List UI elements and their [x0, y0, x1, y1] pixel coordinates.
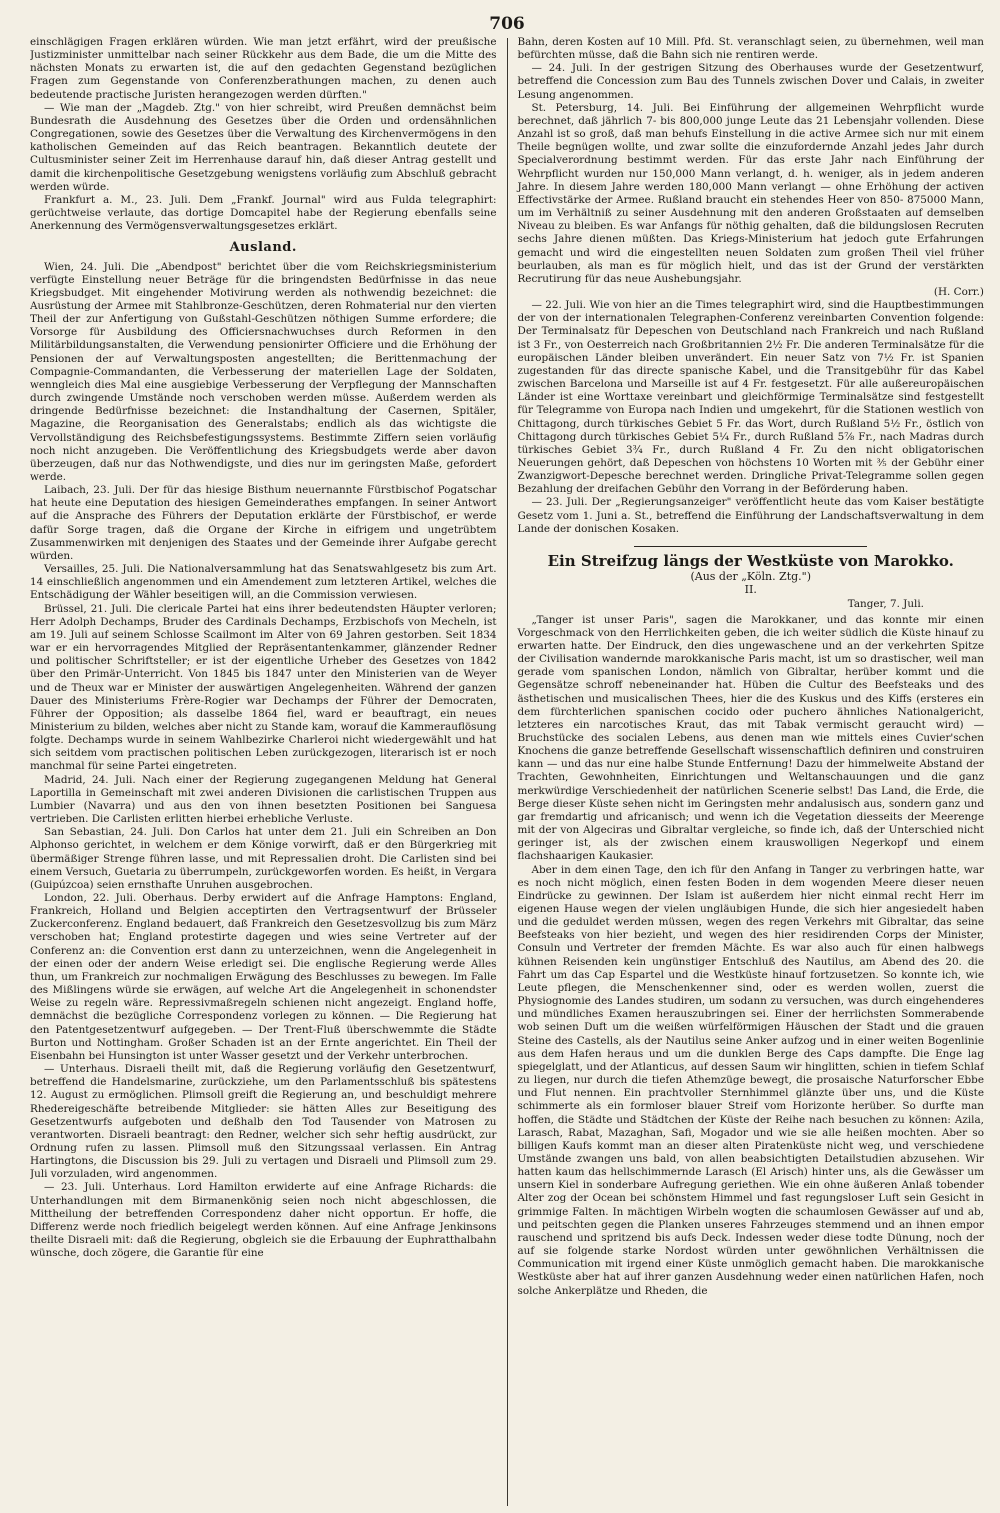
- article-paragraph: Laibach, 23. Juli. Der für das hiesige Bisthum neuernannte Fürstbischof Pogatschar hat heute eine Deputation des hiesigen Gemeinderathes empfangen. In seiner Antwort auf die Ansprache des Führers der Deputation erklärte der Fürstbischof, er werde dafür Sorge tragen, daß die Organe der Kirche in eifrigem und ungetrübtem Zusammenwirken mit denjenigen des Staates und der Gemeinde ihrer Aufgabe gerecht würden.: [30, 484, 497, 562]
- article-paragraph: einschlägigen Fragen erklären würden. Wie man jetzt erfährt, wird der preußische Justizminister unmittelbar nach seiner Rückkehr aus dem Bade, die um die Mitte des nächsten Monats zu erwarten ist, die auf den gedachten Gegenstand bezüglichen Fragen zum Gegenstande von Conferenzberathungen machen, zu denen auch bedeutende practische Juristen herangezogen werden dürften.": [30, 36, 497, 101]
- article-paragraph: — 23. Juli. Unterhaus. Lord Hamilton erwiderte auf eine Anfrage Richards: die Unterhandlungen mit dem Birmanenkönig seien noch nicht abgeschlossen, die Mittheilung der betreffenden Correspondenz daher nicht opportun. Er hoffe, die Differenz werde noch friedlich beigelegt werden können. Auf eine Anfrage Jenkinsons theilte Disraeli mit: daß die Regierung, obgleich sie die Erbauung der Euphratthalbahn wünsche, doch zögere, die Garantie für eine: [30, 1181, 497, 1260]
- article-paragraph: — Wie man der „Magdeb. Ztg." von hier schreibt, wird Preußen demnächst beim Bundesrath die Ausdehnung des Gesetzes über die Orden und ordensähnlichen Congregationen, sowie des Gesetzes über die Verwaltung des Kirchenvermögens in den katholischen Gemeinden auf das Reich beantragen. Bekanntlich deutete der Cultusminister seiner Zeit im Herrenhause darauf hin, daß dieser Antrag gestellt und damit die kirchenpolitische Gesetzgebung wenigstens vorläufig zum Abschluß gebracht werden würde.: [30, 101, 497, 193]
- article-paragraph: — 23. Juli. Der „Regierungsanzeiger" veröffentlicht heute das vom Kaiser bestätigte Gesetz vom 1. Juni a. St., betreffend die Einführung der Landschaftsverwaltung in dem Lande der donischen Kosaken.: [517, 496, 984, 535]
- feuilleton-title: Ein Streifzug längs der Westküste von Marokko.: [547, 551, 954, 570]
- columns: [30, 36, 984, 1506]
- article-paragraph: — Unterhaus. Disraeli theilt mit, daß die Regierung vorläufig den Gesetzentwurf, betreffend die Handelsmarine, zurückziehe, um den Parlamentsschluß bis spätestens 12. August zu ermöglichen. Plimsoll greift die Regierung an, und beschuldigt mehrere Rhedereigeschäfte betreibende Mitglieder: sie hätten Alles zur Beseitigung des Gesetzentwurfs aufgeboten und deßhalb den Tod Tausender von Matrosen zu verantworten. Disraeli beantragt: den Redner, welcher sich sehr heftig ausdrückt, zur Ordnung rufen zu lassen. Plimsoll muß den Sitzungssaal verlassen. Ein Antrag Hartingtons, die Discussion bis 29. Juli zu vertagen und Disraeli und Plimsoll zum 29. Juli vorzuladen, wird angenommen.: [30, 1063, 497, 1181]
- page-number: 706: [489, 14, 525, 34]
- right-column: [507, 36, 984, 1506]
- feuilleton-source: (Aus der „Köln. Ztg."): [690, 570, 812, 584]
- left-column: [30, 36, 507, 1506]
- article-paragraph: Wien, 24. Juli. Die „Abendpost" berichtet über die vom Reichskriegsministerium verfügte Einstellung neuer Beträge für die bringendsten Bedürfnisse in das neue Kriegsbudget. Mit eingehender Motivirung werden als nothwendig bezeichnet: die Ausrüstung der Armee mit Stahlbronze-Geschützen, deren Rohmaterial nur den vierten Theil der zur Anfertigung von Gußstahl-Geschützen nöthigen Summe erfordere; die Vorsorge für Ausbildung des Officiersnachwuchses durch Reformen in den Militärbildungsanstalten, die Verwendung pensionirter Officiere und die Erhöhung der Pensionen der auf Verwaltungsposten angestellten; die Berittenmachung der Compagnie-Commandanten, die Verbesserung der materiellen Lage der Soldaten, wenngleich dies Mal eine ausgiebige Verbesserung der Verpflegung der Mannschaften durch zwingende Umstände noch verschoben werden müsse. Außerdem werden als dringende Bedürfnisse bezeichnet: die Instandhaltung der Casernen, Spitäler, Magazine, die Reorganisation des Generalstabs; endlich als das wichtigste die Vervollständigung des Reichsbefestigungssystems. Bestimmte Ziffern seien vorläufig noch nicht anzugeben. Die Veröffentlichung des Kriegsbudgets werde aber davon überzeugen, daß nur das Nothwendigste, und dies nur im geringsten Maße, gefordert werde.: [30, 260, 497, 483]
- article-paragraph: Brüssel, 21. Juli. Die clericale Partei hat eins ihrer bedeutendsten Häupter verloren; Herr Adolph Dechamps, Bruder des Cardinals Dechamps, Erzbischofs von Mecheln, ist am 19. Juli auf seinem Schlosse Scailmont im Alter von 69 Jahren gestorben. Seit 1834 war er ein hervorragendes Mitglied der Repräsentantenkammer, glänzender Redner und politischer Schriftsteller; er ist der eigentliche Urheber des Gesetzes von 1842 über den Primär-Unterricht. Von 1845 bis 1847 unter den Ministerien van de Weyer und de Theux war er Minister der auswärtigen Angelegenheiten. Während der ganzen Dauer des Ministeriums Frère-Rogier war Dechamps der Führer der Democraten, Führer der Opposition; als dasselbe 1864 fiel, ward er beauftragt, ein neues Ministerium zu bilden, welches aber nicht zu Stande kam, worauf die Kammerauflösung folgte. Dechamps wurde in seinem Wahlbezirke Charleroi nicht wiedergewählt und hat sich seitdem vom practischen politischen Leben zurückgezogen, literarisch ist er noch manchmal für seine Partei eingetreten.: [30, 602, 497, 773]
- feuilleton-part: II.: [744, 583, 757, 597]
- feuilleton-dateline: Tanger, 7. Juli.: [847, 598, 924, 611]
- section-heading-ausland: Ausland.: [229, 240, 297, 256]
- article-paragraph: St. Petersburg, 14. Juli. Bei Einführung der allgemeinen Wehrpflicht wurde berechnet, daß jährlich 7- bis 800,000 junge Leute das 21 Lebensjahr vollenden. Diese Anzahl ist so groß, daß man behufs Einstellung in die active Armee sich nur mit einem Theile begnügen wollte, und zwar sollte die einzufordernde Anzahl jedes Jahr durch Specialverordnung bestimmt werden. Für das erste Jahr nach Einführung der Wehrpflicht wurden nur 150,000 Mann verlangt, d. h. weniger, als in jedem anderen Jahre. In diesem Jahre werden 180,000 Mann verlangt — ohne Erhöhung der activen Effectivstärke der Armee. Rußland braucht ein stehendes Heer von 850- 875000 Mann, um im Verhältniß zu seiner Ausdehnung mit den anderen Großstaaten auf demselben Niveau zu bleiben. Es war Anfangs für nöthig gehalten, daß die bildungslosen Recruten sechs Jahre dienen müßten. Das Kriegs-Ministerium hat jedoch gute Erfahrungen gemacht und wird die eingestellten neuen Soldaten zum großen Theil viel früher beurlauben, als man es für möglich hielt, und das ist der Grund der verstärkten Recrutirung für das neue Aushebungsjahr.: [517, 101, 984, 285]
- article-paragraph: Bahn, deren Kosten auf 10 Mill. Pfd. St. veranschlagt seien, zu übernehmen, weil man befürchten müsse, daß die Bahn sich nie rentiren werde.: [517, 36, 984, 62]
- article-paragraph: — 22. Juli. Wie von hier an die Times telegraphirt wird, sind die Hauptbestimmungen der von der internationalen Telegraphen-Conferenz vereinbarten Convention folgende: Der Terminalsatz für Depeschen von Deutschland nach Frankreich und nach Rußland ist 3 Fr., von Oesterreich nach Großbritannien 2½ Fr. Die anderen Terminalsätze für die europäischen Länder bleiben unverändert. Ein neuer Satz von 7½ Fr. ist Spanien zugestanden für das directe spanische Kabel, und die Transitgebühr für das Kabel zwischen Barcelona und Marseille ist auf 4 Fr. festgesetzt. Für alle außereuropäischen Länder ist eine Worttaxe vereinbart und gleichförmige Terminalsätze sind festgestellt für Telegramme von Europa nach Indien und umgekehrt, für die Stationen westlich von Chittagong, durch türkisches Gebiet 5 Fr. das Wort, durch Rußland 5½ Fr., östlich von Chittagong durch türkisches Gebiet 5¼ Fr., durch Rußland 5⅞ Fr., nach Madras durch türkisches Gebiet 3¾ Fr., durch Rußland 4 Fr. Zu den nicht obligatorischen Neuerungen gehört, daß Depeschen von höchstens 10 Worten mit ⅗ der Gebühr einer Zwanzigwort-Depesche berechnet werden. Dringliche Privat-Telegramme sollen gegen Bezahlung der dreifachen Gebühr den Vorrang in der Beförderung haben.: [517, 299, 984, 496]
- article-paragraph: „Tanger ist unser Paris", sagen die Marokkaner, und das konnte mir einen Vorgeschmack von den Herrlichkeiten geben, die ich weiter südlich die Küste hinauf zu erwarten hatte. Der Eindruck, den dies ungewaschene und an der verkehrten Spitze der Civilisation wandernde marokkanische Paris macht, ist um so drastischer, weil man gerade vom spanischen London, nämlich von Gibraltar, herüber kommt und die Gegensätze schroff nebeneinander hat. Hüben die Cultur des Beefsteaks und des ästhetischen und musicalischen Thees, hier die des Kuskus und des Kiffs (ersteres ein dem fürchterlichen spanischen cocido oder puchero ähnliches Nationalgericht, letzteres ein narcotisches Kraut, das mit Tabak vermischt geraucht wird) — Bruchstücke des socialen Lebens, aus denen man wie mittels eines Cuvier'schen Knochens die ganze betreffende Gesellschaft wissenschaftlich definiren und construiren kann — und das nur eine halbe Stunde Entfernung! Dazu der himmelweite Abstand der Trachten, Gewohnheiten, Einrichtungen und Weltanschauungen und die ganz merkwürdige Verschiedenheit der natürlichen Scenerie selbst! Das Land, die Erde, die Berge dieser Küste sehen nicht im Geringsten mehr andalusisch aus, sondern ganz und gar fremdartig und africanisch; und wenn ich die Vegetation diesseits der Meerenge mit der von Algeciras und Gibraltar vergleiche, so finde ich, daß der Unterschied nicht geringer ist, als der zwischen einem krauswolligen Negerkopf und einem flachshaarigen Kaukasier.: [517, 613, 984, 863]
- article-paragraph: Madrid, 24. Juli. Nach einer der Regierung zugegangenen Meldung hat General Laportilla in Gemeinschaft mit zwei anderen Divisionen die carlistischen Truppen aus Lumbier (Navarra) und aus den von ihnen besetzten Positionen bei Sanguesa vertrieben. Die Carlisten erlitten hierbei erhebliche Verluste.: [30, 773, 497, 826]
- article-paragraph: Frankfurt a. M., 23. Juli. Dem „Frankf. Journal" wird aus Fulda telegraphirt: gerüchtweise verlaute, das dortige Domcapitel habe der Regierung ebenfalls seine Anerkennung des Vermögensverwaltungsgesetzes erklärt.: [30, 193, 497, 233]
- section-divider: [634, 546, 867, 547]
- article-paragraph: Aber in dem einen Tage, den ich für den Anfang in Tanger zu verbringen hatte, war es noch nicht möglich, einen festen Boden in dem wogenden Meere dieser neuen Eindrücke zu gewinnen. Der Islam ist außerdem hier nicht einmal recht Herr im eigenen Hause wegen der vielen ungläubigen Hunde, die sich hier angesiedelt haben und die geduldet werden müssen, wegen des regen Verkehrs mit Gibraltar, das seine Beefsteaks von hier bezieht, und wegen des hier residirenden Corps der Minister, Consuln und Vertreter der fremden Mächte. Es war also auch für einen halbwegs kühnen Reisenden kein ungünstiger Entschluß des Nautilus, am Abend des 20. die Fahrt um das Cap Espartel und die Westküste hinauf fortzusetzen. So konnte ich, wie Leute pflegen, die Menschenkenner sind, oder es werden wollen, zuerst die Physiognomie des Landes studiren, um sodann zu versuchen, was durch eingehenderes und mündliches Examen herauszubringen sei. Einer der herrlichsten Sommerabende wob seinen Duft um die weißen würfelförmigen Häuschen der Stadt und die grauen Steine des Castells, als der Nautilus seine Anker aufzog und in einer weiten Bogenlinie aus dem Hafen heraus und um die dunklen Berge des Caps dampfte. Die Enge lag spiegelglatt, und der Atlanticus, auf dessen Saum wir hinglitten, schien in tiefem Schlaf zu liegen, nur durch die tiefen Athemzüge bewegt, die prosaische Naturforscher Ebbe und Flut nennen. Ein prachtvoller Sternhimmel glänzte über uns, und die Küste schimmerte als ein formloser blauer Streif vom Horizonte herüber. So durfte man hoffen, die Städte und Städtchen der Küste der Reihe nach besuchen zu können: Azila, Larasch, Rabat, Mazaghan, Safi, Mogador und wie sie alle heißen mochten. Aber so billigen Kaufs kommt man an dieser alten Piratenküste nicht weg, und verschiedene Umstände zwangen uns bald, von allen beabsichtigten Detailstudien abzusehen. Wir hatten kaum das hellschimmernde Larasch (El Arisch) hinter uns, als die Gewässer um unsern Kiel in sonderbare Aufregung geriethen. Wie ein ohne äußeren Anlaß tobender Alter zog der Ocean bei schönstem Himmel und fast regungsloser Luft sein Gesicht in grimmige Falten. In mächtigen Wirbeln wogten die schaumlosen Gewässer auf und ab, und peitschten gegen die Planken unseres Fahrzeuges stemmend und an ihnen empor rauschend und spritzend bis aufs Deck. Indessen weder diese todte Dünung, noch der auf sie folgende starke Nordost würden unter gewöhnlichen Verhältnissen die Communication mit irgend einer Küste unmöglich gemacht haben. Die marokkanische Westküste aber hat auf ihrer ganzen Ausdehnung weder einen natürlichen Hafen, noch solche Ankerplätze und Rheden, die: [517, 863, 984, 1297]
- article-paragraph: London, 22. Juli. Oberhaus. Derby erwidert auf die Anfrage Hamptons: England, Frankreich, Holland und Belgien acceptirten den Vertragsentwurf der Brüsseler Zuckerconferenz. England bedauert, daß Frankreich den Gesetzesvollzug bis zum März verschoben hat; England protestirte dagegen und wies seine Vertreter auf der Conferenz an: die Convention erst dann zu unterzeichnen, wenn die Angelegenheit in der einen oder der andern Weise erledigt sei. Die englische Regierung werde Alles thun, um Frankreich zur nochmaligen Erwägung des Beschlusses zu bewegen. Im Falle des Mißlingens würde sie erwägen, auf welche Art die Angelegenheit in schonendster Weise zu regeln wäre. Repressivmaßregeln schienen nicht angezeigt. England hoffe, demnächst die bezügliche Correspondenz vorlegen zu können. — Die Regierung hat den Patentgesetzentwurf aufgegeben. — Der Trent-Fluß überschwemmte die Städte Burton und Nottingham. Großer Schaden ist an der Ernte angerichtet. Ein Theil der Eisenbahn bei Hunsington ist unter Wasser gesetzt und der Verkehr unterbrochen.: [30, 892, 497, 1062]
- signature-text: (H. Corr.): [933, 285, 984, 298]
- article-paragraph: — 24. Juli. In der gestrigen Sitzung des Oberhauses wurde der Gesetzentwurf, betreffend die Concession zum Bau des Tunnels zwischen Dover und Calais, in zweiter Lesung angenommen.: [517, 62, 984, 101]
- article-paragraph: San Sebastian, 24. Juli. Don Carlos hat unter dem 21. Juli ein Schreiben an Don Alphonso gerichtet, in welchem er dem Könige vorwirft, daß er den Bürgerkrieg mit übermäßiger Strenge führen lasse, und mit Repressalien droht. Die Carlisten sind bei einem Versuch, Guetaria zu überrumpeln, zurückgeworfen worden. Es heißt, in Vergara (Guipúzcoa) seien ernsthafte Unruhen ausgebrochen.: [30, 826, 497, 891]
- article-paragraph: Versailles, 25. Juli. Die Nationalversammlung hat das Senatswahlgesetz bis zum Art. 14 einschließlich angenommen und ein Amendement zum letzteren Artikel, welches die Entschädigung der Wähler beseitigen will, an die Commission verwiesen.: [30, 563, 497, 602]
- source-signature: [517, 286, 984, 299]
